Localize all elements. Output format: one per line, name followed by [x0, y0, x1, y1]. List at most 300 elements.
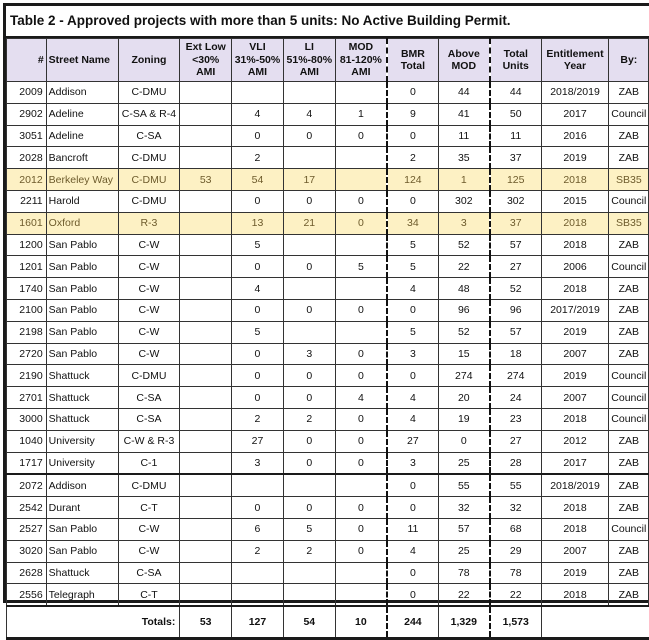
cell-ext	[180, 497, 232, 519]
cell-above: 302	[438, 190, 490, 212]
column-header-total-units: Total Units	[490, 39, 541, 82]
cell-by: ZAB	[609, 562, 649, 584]
cell-ext	[180, 408, 232, 430]
cell-by: Council	[609, 518, 649, 540]
cell-year: 2007	[541, 387, 609, 409]
cell-above: 274	[438, 365, 490, 387]
cell-num: 2628	[7, 562, 47, 584]
cell-num: 3051	[7, 125, 47, 147]
cell-li: 0	[283, 190, 335, 212]
table-row	[7, 82, 649, 104]
cell-by: Council	[609, 190, 649, 212]
cell-by: ZAB	[609, 299, 649, 321]
cell-li: 0	[283, 430, 335, 452]
table-row	[7, 212, 649, 234]
cell-vli	[232, 474, 284, 496]
cell-vli	[232, 562, 284, 584]
cell-bmr: 3	[387, 452, 438, 474]
cell-vli: 0	[232, 365, 284, 387]
table-row	[7, 562, 649, 584]
cell-street: Adeline	[46, 125, 118, 147]
cell-total: 28	[490, 452, 541, 474]
cell-ext: 53	[180, 169, 232, 191]
cell-above: 32	[438, 497, 490, 519]
cell-num: 2720	[7, 343, 47, 365]
projects-table	[6, 38, 649, 640]
cell-vli: 0	[232, 299, 284, 321]
cell-street: Shattuck	[46, 387, 118, 409]
cell-year: 2012	[541, 430, 609, 452]
cell-street: University	[46, 452, 118, 474]
totals-blank	[541, 606, 649, 639]
cell-zoning: C-W	[118, 518, 180, 540]
column-header-street: Street Name	[46, 39, 118, 82]
table-row	[7, 169, 649, 191]
cell-ext	[180, 190, 232, 212]
table-row	[7, 343, 649, 365]
cell-total: 274	[490, 365, 541, 387]
table-row	[7, 584, 649, 606]
cell-year: 2018	[541, 408, 609, 430]
cell-bmr: 5	[387, 321, 438, 343]
cell-li	[283, 147, 335, 169]
cell-zoning: C-SA	[118, 125, 180, 147]
cell-total: 78	[490, 562, 541, 584]
cell-bmr: 3	[387, 343, 438, 365]
cell-street: University	[46, 430, 118, 452]
cell-above: 41	[438, 103, 490, 125]
cell-bmr: 0	[387, 125, 438, 147]
cell-num: 2198	[7, 321, 47, 343]
cell-total: 57	[490, 321, 541, 343]
cell-ext	[180, 212, 232, 234]
cell-street: Shattuck	[46, 365, 118, 387]
cell-mod: 0	[335, 343, 387, 365]
cell-year: 2018	[541, 278, 609, 300]
cell-mod	[335, 474, 387, 496]
cell-above: 15	[438, 343, 490, 365]
cell-mod: 1	[335, 103, 387, 125]
total-vli: 127	[232, 606, 284, 639]
cell-ext	[180, 343, 232, 365]
cell-total: 96	[490, 299, 541, 321]
cell-num: 2072	[7, 474, 47, 496]
cell-ext	[180, 540, 232, 562]
cell-num: 1740	[7, 278, 47, 300]
cell-total: 32	[490, 497, 541, 519]
cell-street: Addison	[46, 474, 118, 496]
cell-year: 2007	[541, 540, 609, 562]
cell-mod: 0	[335, 125, 387, 147]
cell-year: 2006	[541, 256, 609, 278]
cell-li: 0	[283, 365, 335, 387]
cell-street: San Pablo	[46, 518, 118, 540]
cell-ext	[180, 474, 232, 496]
cell-vli: 0	[232, 387, 284, 409]
totals-row	[7, 606, 649, 639]
cell-street: San Pablo	[46, 299, 118, 321]
total-mod: 10	[335, 606, 387, 639]
table-row	[7, 365, 649, 387]
cell-ext	[180, 321, 232, 343]
cell-mod: 0	[335, 497, 387, 519]
cell-street: Telegraph	[46, 584, 118, 606]
cell-total: 55	[490, 474, 541, 496]
cell-year: 2019	[541, 147, 609, 169]
cell-num: 2009	[7, 82, 47, 104]
cell-by: SB35	[609, 212, 649, 234]
cell-year: 2017/2019	[541, 299, 609, 321]
cell-num: 1201	[7, 256, 47, 278]
cell-bmr: 124	[387, 169, 438, 191]
cell-above: 78	[438, 562, 490, 584]
cell-zoning: C-DMU	[118, 365, 180, 387]
cell-vli	[232, 584, 284, 606]
cell-bmr: 27	[387, 430, 438, 452]
cell-total: 68	[490, 518, 541, 540]
cell-num: 2012	[7, 169, 47, 191]
cell-ext	[180, 234, 232, 256]
cell-total: 11	[490, 125, 541, 147]
table-body	[7, 82, 649, 639]
cell-street: San Pablo	[46, 540, 118, 562]
cell-year: 2018/2019	[541, 82, 609, 104]
cell-ext	[180, 365, 232, 387]
cell-zoning: R-3	[118, 212, 180, 234]
cell-zoning: C-SA & R-4	[118, 103, 180, 125]
cell-li	[283, 234, 335, 256]
table-document	[3, 3, 649, 603]
cell-street: Shattuck	[46, 562, 118, 584]
cell-zoning: C-SA	[118, 562, 180, 584]
cell-mod: 0	[335, 365, 387, 387]
cell-bmr: 4	[387, 540, 438, 562]
cell-by: ZAB	[609, 125, 649, 147]
cell-zoning: C-DMU	[118, 474, 180, 496]
cell-ext	[180, 518, 232, 540]
cell-ext	[180, 82, 232, 104]
table-row	[7, 256, 649, 278]
cell-mod: 0	[335, 190, 387, 212]
cell-mod: 0	[335, 299, 387, 321]
cell-above: 52	[438, 321, 490, 343]
cell-year: 2019	[541, 562, 609, 584]
cell-ext	[180, 256, 232, 278]
column-header-zoning: Zoning	[118, 39, 180, 82]
cell-bmr: 0	[387, 474, 438, 496]
cell-above: 55	[438, 474, 490, 496]
cell-by: ZAB	[609, 452, 649, 474]
cell-by: SB35	[609, 169, 649, 191]
table-row	[7, 147, 649, 169]
cell-li	[283, 562, 335, 584]
cell-by: ZAB	[609, 321, 649, 343]
column-header-bmr-total: BMR Total	[387, 39, 438, 82]
cell-num: 2701	[7, 387, 47, 409]
cell-total: 27	[490, 430, 541, 452]
cell-bmr: 11	[387, 518, 438, 540]
table-row	[7, 190, 649, 212]
cell-street: San Pablo	[46, 278, 118, 300]
cell-num: 2542	[7, 497, 47, 519]
cell-vli: 6	[232, 518, 284, 540]
cell-vli: 54	[232, 169, 284, 191]
cell-street: San Pablo	[46, 343, 118, 365]
cell-num: 3000	[7, 408, 47, 430]
cell-ext	[180, 299, 232, 321]
column-header-vli: VLI 31%-50% AMI	[232, 39, 284, 82]
cell-year: 2017	[541, 103, 609, 125]
cell-above: 35	[438, 147, 490, 169]
cell-li: 0	[283, 452, 335, 474]
cell-year: 2018	[541, 584, 609, 606]
cell-above: 0	[438, 430, 490, 452]
cell-li: 4	[283, 103, 335, 125]
cell-li: 21	[283, 212, 335, 234]
cell-vli: 5	[232, 321, 284, 343]
cell-bmr: 0	[387, 82, 438, 104]
cell-total: 125	[490, 169, 541, 191]
cell-li: 0	[283, 497, 335, 519]
cell-bmr: 9	[387, 103, 438, 125]
cell-ext	[180, 125, 232, 147]
cell-li: 17	[283, 169, 335, 191]
table-row	[7, 103, 649, 125]
cell-mod	[335, 562, 387, 584]
cell-by: ZAB	[609, 474, 649, 496]
cell-num: 1601	[7, 212, 47, 234]
cell-total: 22	[490, 584, 541, 606]
table-row	[7, 474, 649, 496]
cell-zoning: C-1	[118, 452, 180, 474]
table-title: Table 2 - Approved projects with more than 5 units: No Active Building Permit.	[6, 6, 649, 38]
cell-above: 3	[438, 212, 490, 234]
cell-num: 2902	[7, 103, 47, 125]
cell-above: 22	[438, 256, 490, 278]
cell-by: ZAB	[609, 540, 649, 562]
cell-street: San Pablo	[46, 256, 118, 278]
cell-year: 2019	[541, 365, 609, 387]
cell-ext	[180, 584, 232, 606]
cell-ext	[180, 103, 232, 125]
cell-li	[283, 321, 335, 343]
cell-ext	[180, 430, 232, 452]
cell-bmr: 0	[387, 497, 438, 519]
cell-above: 1	[438, 169, 490, 191]
cell-total: 50	[490, 103, 541, 125]
cell-total: 37	[490, 147, 541, 169]
column-header-by: By:	[609, 39, 649, 82]
cell-li: 2	[283, 540, 335, 562]
cell-by: ZAB	[609, 584, 649, 606]
cell-bmr: 0	[387, 190, 438, 212]
cell-li	[283, 584, 335, 606]
table-row	[7, 125, 649, 147]
cell-mod	[335, 169, 387, 191]
cell-bmr: 4	[387, 408, 438, 430]
cell-street: Shattuck	[46, 408, 118, 430]
cell-bmr: 4	[387, 278, 438, 300]
cell-by: Council	[609, 103, 649, 125]
cell-mod	[335, 321, 387, 343]
totals-label: Totals:	[7, 606, 180, 639]
cell-above: 25	[438, 452, 490, 474]
cell-above: 52	[438, 234, 490, 256]
cell-total: 44	[490, 82, 541, 104]
cell-vli: 0	[232, 125, 284, 147]
cell-bmr: 5	[387, 234, 438, 256]
cell-num: 1040	[7, 430, 47, 452]
cell-bmr: 2	[387, 147, 438, 169]
cell-mod: 0	[335, 540, 387, 562]
total-ext: 53	[180, 606, 232, 639]
cell-mod	[335, 147, 387, 169]
cell-zoning: C-W	[118, 234, 180, 256]
cell-zoning: C-DMU	[118, 169, 180, 191]
cell-vli: 27	[232, 430, 284, 452]
column-header-mod: MOD 81-120% AMI	[335, 39, 387, 82]
table-row	[7, 497, 649, 519]
cell-above: 25	[438, 540, 490, 562]
cell-above: 96	[438, 299, 490, 321]
cell-year: 2018	[541, 497, 609, 519]
cell-num: 1200	[7, 234, 47, 256]
cell-year: 2018	[541, 518, 609, 540]
cell-vli: 0	[232, 497, 284, 519]
total-total: 1,573	[490, 606, 541, 639]
cell-mod	[335, 278, 387, 300]
table-row	[7, 430, 649, 452]
cell-above: 22	[438, 584, 490, 606]
cell-year: 2007	[541, 343, 609, 365]
cell-num: 3020	[7, 540, 47, 562]
cell-num: 2527	[7, 518, 47, 540]
cell-num: 2190	[7, 365, 47, 387]
cell-li: 0	[283, 299, 335, 321]
cell-vli: 5	[232, 234, 284, 256]
cell-year: 2018/2019	[541, 474, 609, 496]
column-header-ext-low: Ext Low <30% AMI	[180, 39, 232, 82]
cell-street: Harold	[46, 190, 118, 212]
cell-street: Bancroft	[46, 147, 118, 169]
cell-bmr: 4	[387, 387, 438, 409]
cell-by: Council	[609, 256, 649, 278]
cell-total: 29	[490, 540, 541, 562]
cell-li: 3	[283, 343, 335, 365]
cell-ext	[180, 147, 232, 169]
cell-mod: 0	[335, 518, 387, 540]
cell-zoning: C-W	[118, 321, 180, 343]
cell-above: 19	[438, 408, 490, 430]
cell-by: Council	[609, 387, 649, 409]
cell-total: 302	[490, 190, 541, 212]
cell-street: Durant	[46, 497, 118, 519]
cell-zoning: C-W & R-3	[118, 430, 180, 452]
cell-above: 57	[438, 518, 490, 540]
total-li: 54	[283, 606, 335, 639]
header-row	[7, 39, 649, 82]
cell-mod: 0	[335, 430, 387, 452]
cell-street: Berkeley Way	[46, 169, 118, 191]
cell-zoning: C-DMU	[118, 147, 180, 169]
cell-mod: 5	[335, 256, 387, 278]
cell-vli: 4	[232, 103, 284, 125]
cell-li	[283, 278, 335, 300]
cell-bmr: 5	[387, 256, 438, 278]
cell-by: ZAB	[609, 234, 649, 256]
cell-above: 48	[438, 278, 490, 300]
cell-bmr: 34	[387, 212, 438, 234]
cell-li: 2	[283, 408, 335, 430]
cell-zoning: C-SA	[118, 387, 180, 409]
cell-li: 5	[283, 518, 335, 540]
table-row	[7, 387, 649, 409]
cell-vli	[232, 82, 284, 104]
cell-bmr: 0	[387, 299, 438, 321]
cell-zoning: C-T	[118, 497, 180, 519]
cell-zoning: C-SA	[118, 408, 180, 430]
cell-zoning: C-W	[118, 299, 180, 321]
cell-li: 0	[283, 256, 335, 278]
cell-vli: 4	[232, 278, 284, 300]
cell-by: ZAB	[609, 497, 649, 519]
table-row	[7, 452, 649, 474]
cell-by: Council	[609, 365, 649, 387]
cell-ext	[180, 278, 232, 300]
cell-year: 2017	[541, 452, 609, 474]
cell-li: 0	[283, 387, 335, 409]
cell-by: ZAB	[609, 82, 649, 104]
table-row	[7, 278, 649, 300]
cell-year: 2019	[541, 321, 609, 343]
cell-total: 37	[490, 212, 541, 234]
cell-by: Council	[609, 408, 649, 430]
column-header-above-mod: Above MOD	[438, 39, 490, 82]
cell-ext	[180, 562, 232, 584]
cell-street: Adeline	[46, 103, 118, 125]
cell-year: 2015	[541, 190, 609, 212]
cell-zoning: C-DMU	[118, 82, 180, 104]
cell-total: 18	[490, 343, 541, 365]
cell-by: ZAB	[609, 147, 649, 169]
cell-zoning: C-W	[118, 540, 180, 562]
column-header-hash: #	[7, 39, 47, 82]
total-bmr: 244	[387, 606, 438, 639]
cell-vli: 2	[232, 540, 284, 562]
cell-zoning: C-DMU	[118, 190, 180, 212]
cell-above: 11	[438, 125, 490, 147]
cell-num: 2028	[7, 147, 47, 169]
total-above: 1,329	[438, 606, 490, 639]
cell-total: 24	[490, 387, 541, 409]
cell-ext	[180, 387, 232, 409]
cell-street: San Pablo	[46, 321, 118, 343]
table-row	[7, 408, 649, 430]
cell-zoning: C-T	[118, 584, 180, 606]
cell-mod: 0	[335, 212, 387, 234]
cell-year: 2018	[541, 212, 609, 234]
cell-zoning: C-W	[118, 256, 180, 278]
cell-mod	[335, 584, 387, 606]
cell-vli: 2	[232, 408, 284, 430]
table-row	[7, 299, 649, 321]
cell-by: ZAB	[609, 278, 649, 300]
cell-vli: 3	[232, 452, 284, 474]
cell-total: 27	[490, 256, 541, 278]
cell-num: 2556	[7, 584, 47, 606]
cell-total: 23	[490, 408, 541, 430]
cell-by: ZAB	[609, 430, 649, 452]
